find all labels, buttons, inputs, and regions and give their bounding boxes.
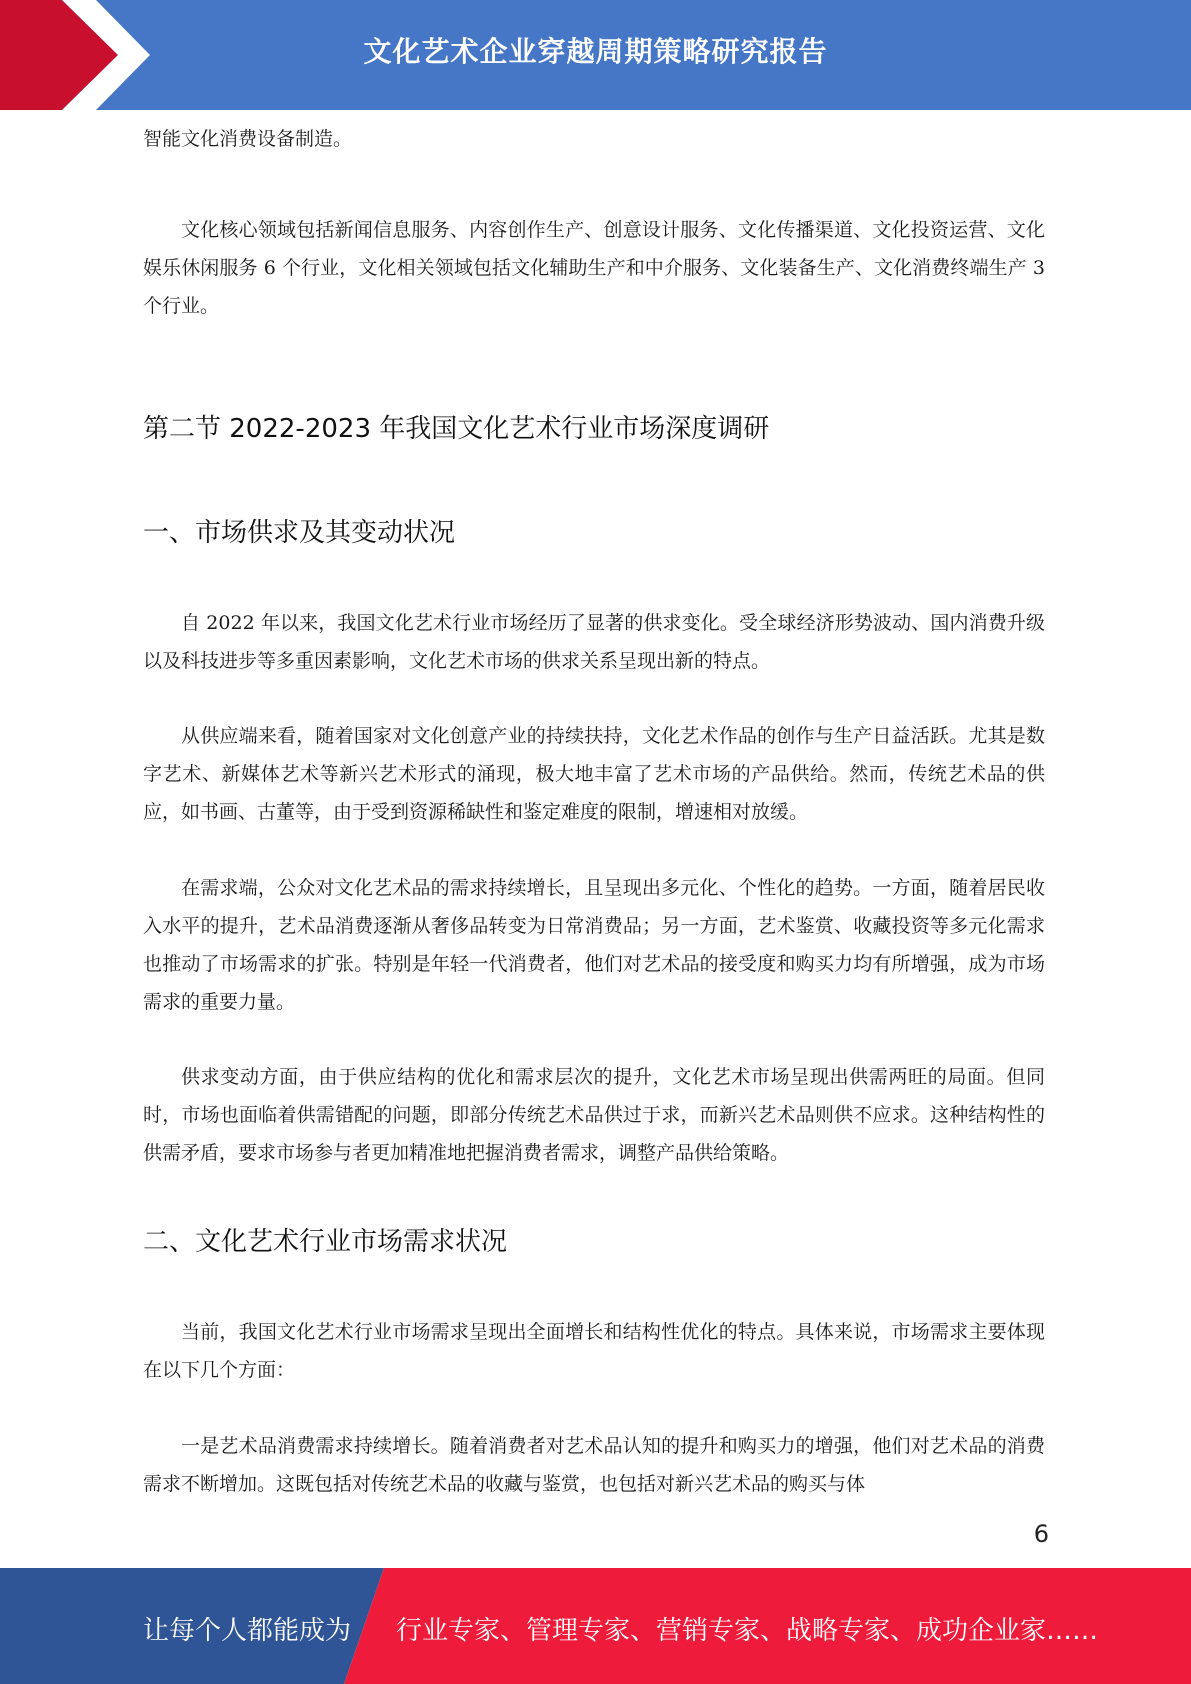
intro-line: 智能文化消费设备制造。 <box>143 128 353 150</box>
paragraph: 在需求端，公众对文化艺术品的需求持续增长，且呈现出多元化、个性化的趋势。一方面，随着居民收入水平的提升，艺术品消费逐渐从奢侈品转变为日常消费品；另一方面，艺术鉴赏、收藏投资等多元化需求也推动了市场需求的扩张。特别是年轻一代消费者，他们对艺术品的接受度和购买力均有所增强，成为市场需求的重要力量。 <box>143 877 1045 1013</box>
paragraph: 当前，我国文化艺术行业市场需求呈现出全面增长和结构性优化的特点。具体来说，市场需求主要体现在以下几个方面： <box>143 1321 1045 1381</box>
paragraph-block <box>143 717 1045 831</box>
paragraph-block <box>143 1313 1045 1389</box>
heading-market-demand: 二、文化艺术行业市场需求状况 <box>143 1227 508 1257</box>
paragraph-block <box>143 211 1045 325</box>
paragraph-block <box>143 869 1045 1021</box>
footer-slogan-left: 让每个人都能成为 <box>143 1616 352 1646</box>
page-number: 6 <box>1033 1520 1049 1548</box>
page-body <box>143 120 1045 158</box>
footer-slogan-right: 行业专家、管理专家、营销专家、战略专家、成功企业家…… <box>396 1616 1099 1646</box>
heading-supply-demand: 一、市场供求及其变动状况 <box>143 518 456 548</box>
page-header <box>0 0 1191 110</box>
paragraph-block <box>143 1058 1045 1172</box>
paragraph: 一是艺术品消费需求持续增长。随着消费者对艺术品认知的提升和购买力的增强，他们对艺术品的消费需求不断增加。这既包括对传统艺术品的收藏与鉴赏，也包括对新兴艺术品的购买与体 <box>143 1435 1045 1495</box>
section-title: 第二节 2022-2023 年我国文化艺术行业市场深度调研 <box>143 414 770 444</box>
page-footer <box>0 1568 1191 1684</box>
report-title: 文化艺术企业穿越周期策略研究报告 <box>363 35 828 68</box>
paragraph-block <box>143 604 1045 680</box>
paragraph: 从供应端来看，随着国家对文化创意产业的持续扶持，文化艺术作品的创作与生产日益活跃。尤其是数字艺术、新媒体艺术等新兴艺术形式的涌现，极大地丰富了艺术市场的产品供给。然而，传统艺术品的供应，如书画、古董等，由于受到资源稀缺性和鉴定难度的限制，增速相对放缓。 <box>143 725 1045 823</box>
paragraph: 自 2022 年以来，我国文化艺术行业市场经历了显著的供求变化。受全球经济形势波动、国内消费升级以及科技进步等多重因素影响，文化艺术市场的供求关系呈现出新的特点。 <box>143 612 1045 672</box>
paragraph-block <box>143 1427 1045 1503</box>
paragraph: 供求变动方面，由于供应结构的优化和需求层次的提升，文化艺术市场呈现出供需两旺的局面。但同时，市场也面临着供需错配的问题，即部分传统艺术品供过于求，而新兴艺术品则供不应求。这种结构性的供需矛盾，要求市场参与者更加精准地把握消费者需求，调整产品供给策略。 <box>143 1066 1045 1164</box>
paragraph: 文化核心领域包括新闻信息服务、内容创作生产、创意设计服务、文化传播渠道、文化投资运营、文化娱乐休闲服务 6 个行业，文化相关领域包括文化辅助生产和中介服务、文化装备生产、文化消费终端生产 3 个行业。 <box>143 219 1045 317</box>
